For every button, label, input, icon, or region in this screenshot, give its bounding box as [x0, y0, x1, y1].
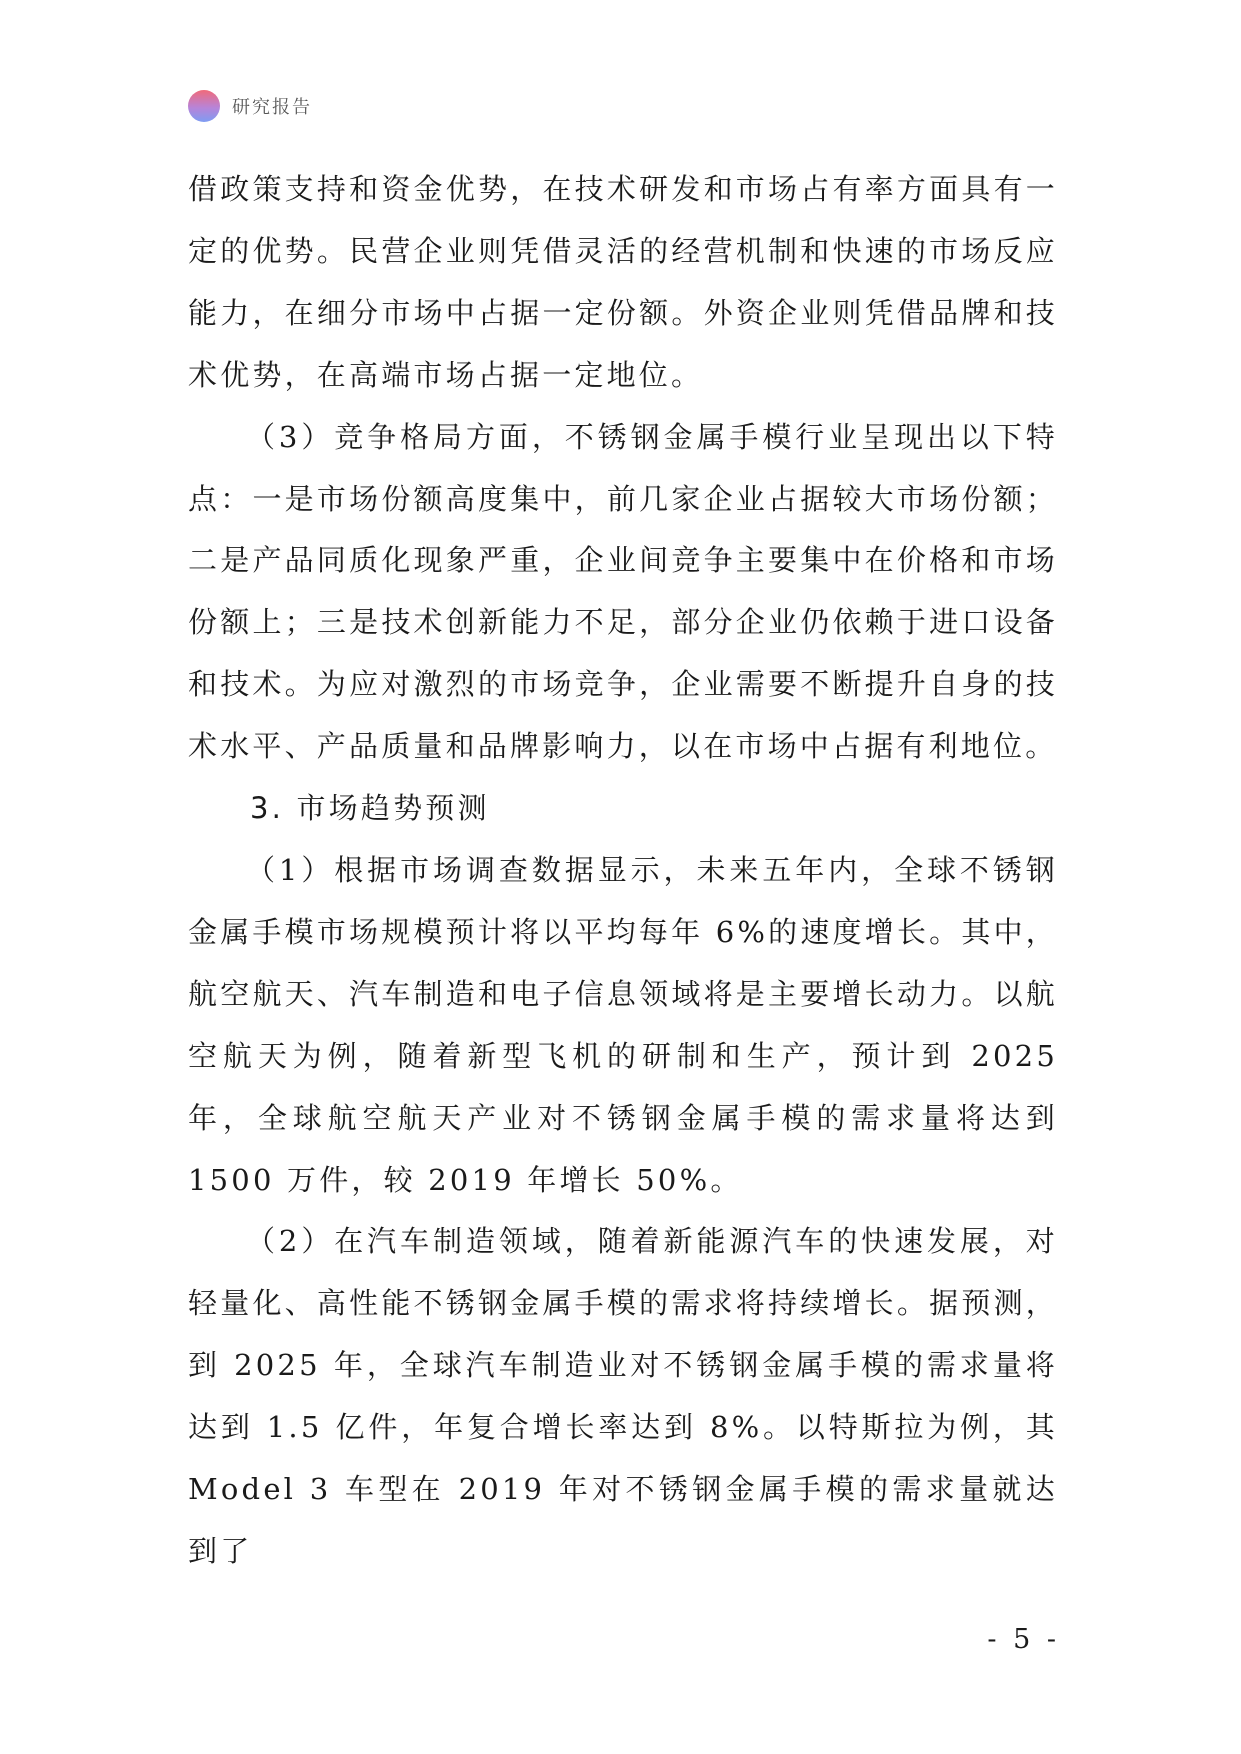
paragraph: 借政策支持和资金优势，在技术研发和市场占有率方面具有一定的优势。民营企业则凭借灵活的经营机制和快速的市场反应能力，在细分市场中占据一定份额。外资企业则凭借品牌和技术优势，在高端市场占据一定地位。: [188, 172, 1058, 392]
gradient-circle-logo-icon: [188, 90, 220, 122]
page-header: [188, 90, 312, 122]
section-heading: 3. 市场趋势预测: [250, 791, 490, 826]
header-label: 研究报告: [232, 97, 312, 118]
paragraph: （2）在汽车制造领域，随着新能源汽车的快速发展，对轻量化、高性能不锈钢金属手模的需求将持续增长。据预测，到 2025 年，全球汽车制造业对不锈钢金属手模的需求量将达到 1.5 亿件，年复合增长率达到 8%。以特斯拉为例，其 Model 3 车型在 2019 年对不锈钢金属手模的需求量就达到了: [188, 1224, 1058, 1568]
document-body: [188, 159, 1058, 1583]
paragraph: （3）竞争格局方面，不锈钢金属手模行业呈现出以下特点：一是市场份额高度集中，前几家企业占据较大市场份额；二是产品同质化现象严重，企业间竞争主要集中在价格和市场份额上；三是技术创新能力不足，部分企业仍依赖于进口设备和技术。为应对激烈的市场竞争，企业需要不断提升自身的技术水平、产品质量和品牌影响力，以在市场中占据有利地位。: [188, 419, 1058, 764]
page-number: - 5 -: [987, 1624, 1060, 1655]
paragraph: （1）根据市场调查数据显示，未来五年内，全球不锈钢金属手模市场规模预计将以平均每年 6%的速度增长。其中，航空航天、汽车制造和电子信息领域将是主要增长动力。以航空航天为例，随着新型飞机的研制和生产，预计到 2025 年，全球航空航天产业对不锈钢金属手模的需求量将达到 1500 万件，较 2019 年增长 50%。: [188, 852, 1058, 1197]
